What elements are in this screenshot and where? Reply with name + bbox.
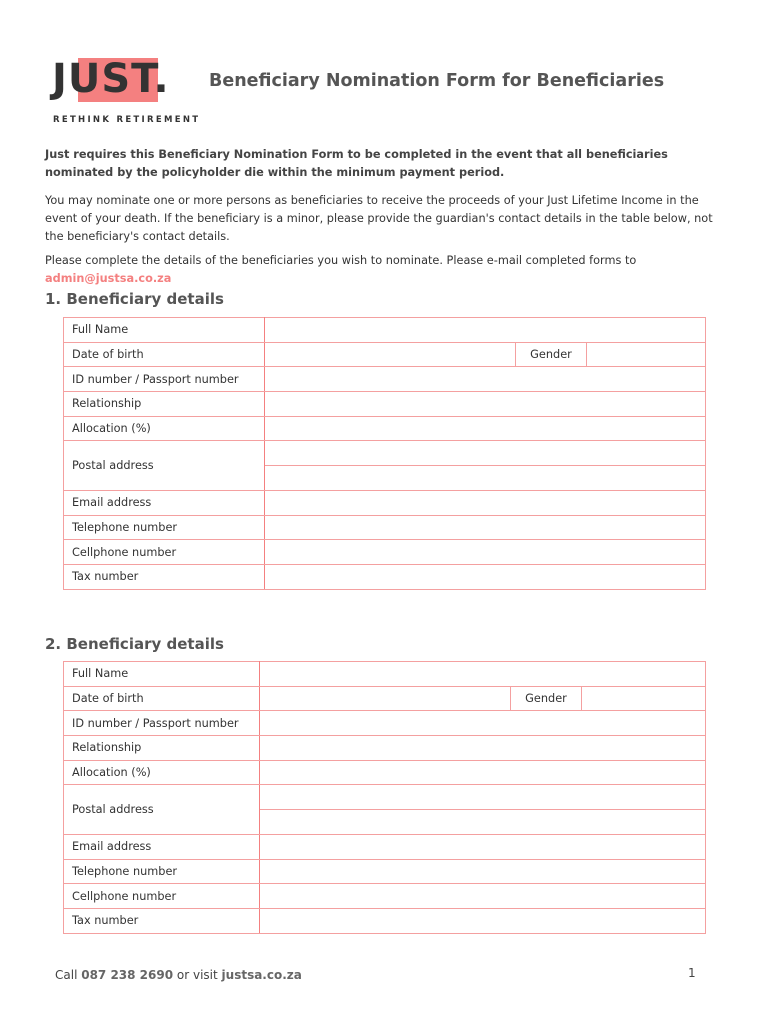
table-row [64,736,706,761]
intro-paragraph: You may nominate one or more persons as beneficiaries to receive the proceeds of your Just Lifetime Income in the event of your death. If the beneficiary is a minor, please provide the guardian's contact details in the table below, not the beneficiary's contact details. [45,194,713,243]
table-row [64,662,706,687]
instructions [45,252,715,288]
table-row [64,367,706,392]
field-label-cellphone: Cellphone number [64,884,260,909]
logo-tagline: RETHINK RETIREMENT [53,115,201,125]
footer-visit: or visit [173,968,222,982]
field-label-telephone: Telephone number [64,515,265,540]
postal-address-line-2-input[interactable] [260,810,706,835]
instructions-text: Please complete the details of the beneficiaries you wish to nominate. Please e-mail completed forms to [45,254,637,267]
footer-phone[interactable]: 087 238 2690 [81,968,174,982]
table-row [64,834,706,859]
id-number-input[interactable] [260,711,706,736]
field-label-postal: Postal address [64,785,260,834]
field-label-id: ID number / Passport number [64,711,260,736]
table-row [64,908,706,933]
table-row [64,686,706,711]
field-label-postal: Postal address [64,441,265,490]
dob-input[interactable] [260,686,511,711]
gender-input[interactable] [582,686,706,711]
field-label-relationship: Relationship [64,736,260,761]
table-row [64,859,706,884]
table-row [64,564,706,589]
table-row [64,515,706,540]
beneficiary-1-table [63,317,706,590]
gender-input[interactable] [587,342,706,367]
footer-call: Call [55,968,82,982]
postal-address-line-1-input[interactable] [260,785,706,810]
field-label-gender: Gender [511,686,582,711]
field-label-email: Email address [64,834,260,859]
dob-input[interactable] [265,342,516,367]
field-label-dob: Date of birth [64,686,260,711]
email-link[interactable]: admin@justsa.co.za [45,272,172,285]
table-row [64,318,706,343]
tax-number-input[interactable] [265,564,706,589]
field-label-telephone: Telephone number [64,859,260,884]
field-label-relationship: Relationship [64,392,265,417]
footer-site-link[interactable]: justsa.co.za [221,968,302,982]
field-label-tax: Tax number [64,564,265,589]
page-number: 1 [688,966,696,980]
table-row [64,884,706,909]
table-row [64,540,706,565]
field-label-allocation: Allocation (%) [64,760,260,785]
table-row [64,490,706,515]
field-label-full_name: Full Name [64,318,265,343]
field-label-tax: Tax number [64,908,260,933]
full-name-input[interactable] [260,662,706,687]
table-row [64,711,706,736]
table-row [64,392,706,417]
relationship-input[interactable] [265,392,706,417]
logo: JUST. [52,56,170,102]
field-label-gender: Gender [516,342,587,367]
table-row [64,342,706,367]
tax-number-input[interactable] [260,908,706,933]
section-heading-1: 1. Beneficiary details [45,290,224,308]
postal-address-line-2-input[interactable] [265,466,706,491]
table-row [64,760,706,785]
intro-bold: Just requires this Beneficiary Nomination Form to be completed in the event that all beneficiaries nominated by the policyholder die within the minimum payment period. [45,148,668,179]
telephone-input[interactable] [260,859,706,884]
field-label-id: ID number / Passport number [64,367,265,392]
id-number-input[interactable] [265,367,706,392]
cellphone-input[interactable] [260,884,706,909]
field-label-full_name: Full Name [64,662,260,687]
page-title: Beneficiary Nomination Form for Beneficiaries [209,71,665,91]
beneficiary-2-table [63,661,706,934]
field-label-allocation: Allocation (%) [64,416,265,441]
cellphone-input[interactable] [265,540,706,565]
field-label-dob: Date of birth [64,342,265,367]
field-label-cellphone: Cellphone number [64,540,265,565]
table-row [64,785,706,810]
telephone-input[interactable] [265,515,706,540]
full-name-input[interactable] [265,318,706,343]
allocation-input[interactable] [260,760,706,785]
field-label-email: Email address [64,490,265,515]
table-row [64,441,706,466]
footer-contact [55,968,302,982]
email-input[interactable] [265,490,706,515]
section-heading-2: 2. Beneficiary details [45,635,224,653]
table-row [64,416,706,441]
email-input[interactable] [260,834,706,859]
postal-address-line-1-input[interactable] [265,441,706,466]
allocation-input[interactable] [265,416,706,441]
relationship-input[interactable] [260,736,706,761]
